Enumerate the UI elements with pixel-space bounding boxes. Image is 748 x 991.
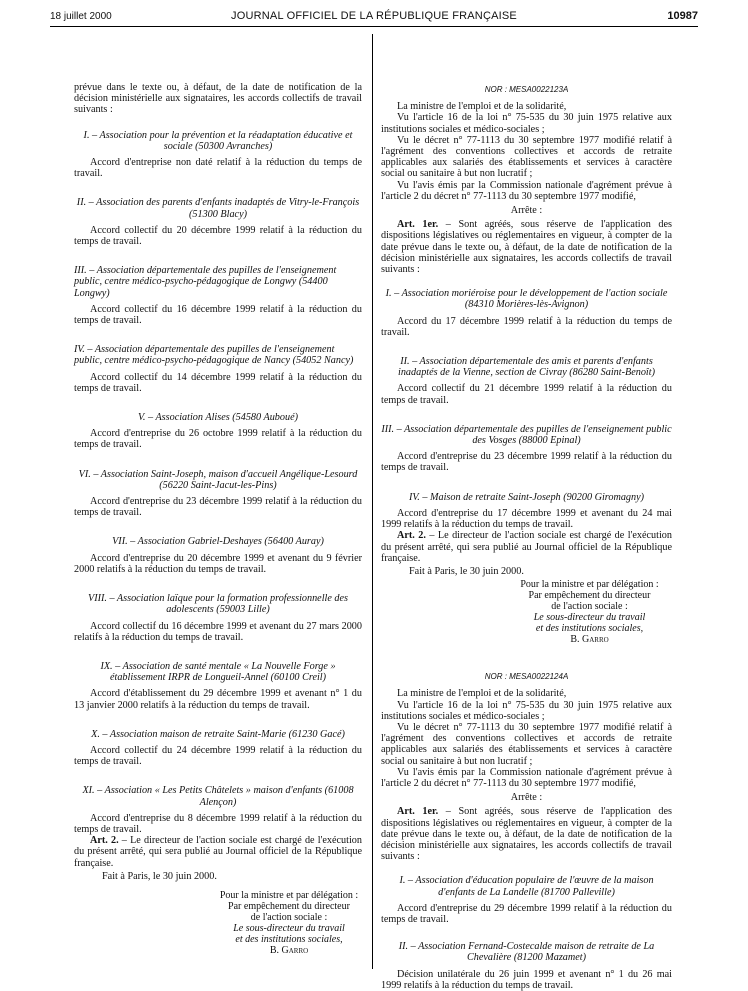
- left-column: [74, 82, 362, 956]
- signature-date: Fait à Paris, le 30 juin 2000.: [102, 870, 217, 882]
- page-number: 10987: [667, 10, 698, 22]
- item-heading: II. – Association Fernand-Costecalde maison de retraite de La Chevalière (81200 Mazamet): [398, 941, 655, 964]
- preamble-line: Vu l'article 16 de la loi n° 75-535 du 30 juin 1975 relative aux institutions sociales et médico-sociales ;: [381, 112, 672, 135]
- item-body: Accord collectif du 21 décembre 1999 relatif à la réduction du temps de travail.: [381, 383, 672, 406]
- nor-reference: NOR : MESA0022124A: [484, 672, 569, 682]
- signature-line: Le sous-directeur du travail: [233, 922, 345, 934]
- item-body: Accord collectif du 20 décembre 1999 relatif à la réduction du temps de travail.: [74, 224, 362, 248]
- article-label: Art. 2.: [90, 835, 119, 847]
- item-heading: I. – Association pour la prévention et la réadaptation éducative et sociale (50300 Avranches): [83, 129, 353, 152]
- article-2: [381, 530, 672, 564]
- article-text: – Sont agréés, sous réserve de l'application des dispositions législatives ou réglementaires en vigueur, à compter de la date prévue dans le texte ou, à défaut, de la date de notification de la décision ministérielle aux signataires, les accords collectifs de travail suivants :: [381, 806, 672, 863]
- signature-line: Pour la ministre et par délégation :: [219, 889, 359, 901]
- item-heading: X. – Association maison de retraite Saint-Marie (61230 Gacé): [91, 728, 345, 740]
- item-heading: I. – Association moriéroise pour le développement de l'action sociale (84310 Morières-lès-Avignon): [385, 288, 668, 311]
- article-1: [381, 806, 672, 862]
- signature-line: Par empêchement du directeur: [228, 900, 350, 912]
- item-body: Accord collectif du 24 décembre 1999 relatif à la réduction du temps de travail.: [74, 744, 362, 768]
- item-body: Décision unilatérale du 26 juin 1999 et avenant n° 1 du 26 mai 1999 relatifs à la réduction du temps de travail.: [381, 968, 672, 991]
- preamble-line: La ministre de l'emploi et de la solidarité,: [397, 688, 567, 700]
- item-heading: VII. – Association Gabriel-Deshayes (56400 Auray): [112, 536, 324, 548]
- item-heading: I. – Association d'éducation populaire de l'œuvre de la maison d'enfants de La Landelle (81700 Palleville): [399, 875, 654, 898]
- item-body: Accord d'entreprise du 17 décembre 1999 et avenant du 24 mai 1999 relatifs à la réduction du temps de travail.: [381, 507, 672, 531]
- signature-block: [507, 579, 672, 645]
- article-label: Art. 2.: [397, 530, 426, 542]
- item-heading: IV. – Association départementale des pupilles de l'enseignement public, centre médico-psycho-pédagogique de Nancy (54052 Nancy): [74, 344, 354, 367]
- item-heading: III. – Association départementale des pupilles de l'enseignement public, centre médico-psycho-pédagogique de Longwy (54400 Longwy): [74, 265, 337, 299]
- signatory-name: B. Garro: [269, 944, 309, 956]
- page-header: [50, 8, 698, 26]
- item-body: Accord du 17 décembre 1999 relatif à la réduction du temps de travail.: [381, 315, 672, 338]
- item-body: Accord d'entreprise du 29 décembre 1999 relatif à la réduction du temps de travail.: [381, 902, 672, 925]
- signature-line: Par empêchement du directeur: [528, 590, 651, 602]
- article-2: [74, 835, 362, 869]
- preamble-line: Vu le décret n° 77-1113 du 30 septembre 1977 modifié relatif à l'agrément des conventions collectives et accords de retraite applicables aux salariés des établissements et services à caractère social ou sanitaire à but non lucratif ;: [381, 134, 672, 180]
- signature-line: de l'action sociale :: [250, 911, 328, 923]
- item-heading: VIII. – Association laïque pour la formation professionnelle des adolescents (59003 Lille): [87, 593, 349, 616]
- nor-reference: NOR : MESA0022123A: [484, 85, 569, 94]
- item-heading: IX. – Association de santé mentale « La Nouvelle Forge » établissement IRPR de Longueil-Annel (60100 Creil): [100, 660, 336, 684]
- article-1: [381, 219, 672, 275]
- preamble-line: Vu l'avis émis par la Commission nationale d'agrément prévue à l'article 2 du décret n° 77-1113 du 30 septembre 1977 modifié,: [381, 766, 672, 789]
- item-body: Accord d'entreprise non daté relatif à la réduction du temps de travail.: [74, 157, 362, 180]
- right-column: [381, 84, 672, 991]
- item-heading: II. – Association des parents d'enfants inadaptés de Vitry-le-François (51300 Blacy): [76, 197, 360, 220]
- signature-line: Le sous-directeur du travail: [533, 612, 646, 624]
- column-divider: [372, 34, 373, 969]
- item-body: Accord collectif du 14 décembre 1999 relatif à la réduction du temps de travail.: [74, 371, 362, 394]
- arrete-label: Arrête :: [510, 792, 543, 804]
- signature-date: Fait à Paris, le 30 juin 2000.: [409, 565, 524, 577]
- item-body: Accord d'entreprise du 23 décembre 1999 relatif à la réduction du temps de travail.: [381, 451, 672, 474]
- item-heading: VI. – Association Saint-Joseph, maison d'accueil Angélique-Lesourd (56220 Saint-Jacut-les-Pins): [78, 468, 358, 491]
- journal-title: JOURNAL OFFICIEL DE LA RÉPUBLIQUE FRANÇAISE: [231, 10, 517, 22]
- signature-line: et des institutions sociales,: [235, 933, 343, 945]
- signatory-name: B. Garro: [570, 634, 609, 646]
- signature-line: et des institutions sociales,: [535, 623, 644, 635]
- preamble-line: Vu l'avis émis par la Commission nationale d'agrément prévue à l'article 2 du décret n° 77-1113 du 30 septembre 1977 modifié,: [381, 179, 672, 202]
- item-body: Accord collectif du 16 décembre 1999 et avenant du 27 mars 2000 relatifs à la réduction du temps de travail.: [74, 620, 362, 643]
- item-heading: II. – Association départementale des amis et parents d'enfants inadaptés de la Vienne, section de Civray (86280 Saint-Benoît): [398, 356, 655, 379]
- item-heading: XI. – Association « Les Petits Châtelets » maison d'enfants (61008 Alençon): [82, 785, 354, 808]
- arrete-label: Arrête :: [510, 205, 543, 217]
- item-body: Accord d'entreprise du 20 décembre 1999 et avenant du 9 février 2000 relatifs à la réduction du temps de travail.: [74, 552, 362, 575]
- article-text: – Sont agréés, sous réserve de l'application des dispositions législatives ou réglementaires en vigueur, à compter de la date prévue dans le texte ou, à défaut, de la date de notification de la décision ministérielle aux signataires, les accords collectifs de travail suivants :: [381, 219, 672, 276]
- item-heading: IV. – Maison de retraite Saint-Joseph (90200 Giromagny): [408, 491, 645, 503]
- intro-text: prévue dans le texte ou, à défaut, de la date de notification de la décision ministérielle aux signataires, les accords collectifs de travail suivants :: [74, 82, 362, 116]
- preamble-line: Vu l'article 16 de la loi n° 75-535 du 30 juin 1975 relative aux institutions sociales et médico-sociales ;: [381, 699, 672, 722]
- item-body: Accord d'entreprise du 8 décembre 1999 relatif à la réduction du temps de travail.: [74, 812, 362, 835]
- article-text: – Le directeur de l'action sociale est chargé de l'exécution du présent arrêté, qui sera publié au Journal officiel de la République française.: [381, 530, 672, 564]
- signature-line: Pour la ministre et par délégation :: [520, 579, 659, 591]
- preamble-line: La ministre de l'emploi et de la solidarité,: [397, 101, 567, 113]
- item-body: Accord d'établissement du 29 décembre 1999 et avenant n° 1 du 13 janvier 2000 relatifs à la réduction du temps de travail.: [74, 688, 362, 711]
- item-heading: III. – Association départementale des pupilles de l'enseignement public des Vosges (88000 Epinal): [381, 423, 672, 447]
- preamble-line: Vu le décret n° 77-1113 du 30 septembre 1977 modifié relatif à l'agrément des conventions collectives et accords de retraite applicables aux salariés des établissements et services à caractère social ou sanitaire à but non lucratif ;: [381, 721, 672, 767]
- item-body: Accord d'entreprise du 23 décembre 1999 relatif à la réduction du temps de travail.: [74, 496, 362, 519]
- issue-date: 18 juillet 2000: [50, 11, 112, 22]
- article-label: Art. 1er.: [397, 219, 439, 231]
- item-body: Accord collectif du 16 décembre 1999 relatif à la réduction du temps de travail.: [74, 303, 362, 327]
- header-rule: [50, 26, 698, 27]
- item-heading: V. – Association Alises (54580 Auboué): [138, 412, 298, 424]
- signature-line: de l'action sociale :: [551, 601, 628, 613]
- article-text: – Le directeur de l'action sociale est chargé de l'exécution du présent arrêté, qui sera publié au Journal officiel de la République française.: [74, 835, 362, 869]
- signature-block: [216, 890, 362, 956]
- item-body: Accord d'entreprise du 26 octobre 1999 relatif à la réduction du temps de travail.: [74, 428, 362, 451]
- article-label: Art. 1er.: [397, 806, 439, 818]
